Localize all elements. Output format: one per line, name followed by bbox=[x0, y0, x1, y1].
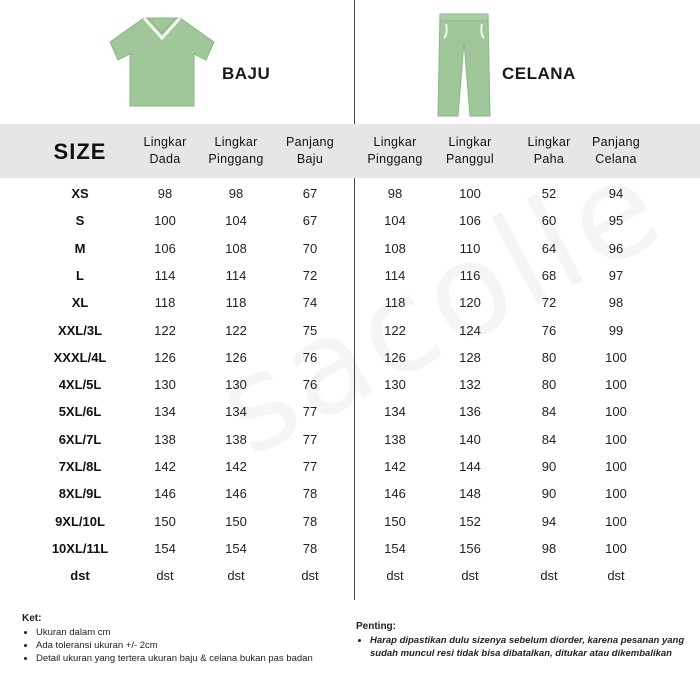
baju-cell: 78 bbox=[302, 513, 318, 529]
baju-column-header-line: Lingkar bbox=[214, 135, 258, 149]
celana-cell: 152 bbox=[459, 513, 481, 529]
baju-cell: 134 bbox=[154, 404, 176, 420]
baju-column-header bbox=[128, 124, 202, 178]
celana-column-header-line: Celana bbox=[595, 152, 637, 166]
celana-column-header-line: Pinggang bbox=[367, 152, 423, 166]
baju-cell: 114 bbox=[225, 267, 247, 283]
baju-cell: 104 bbox=[225, 213, 247, 229]
celana-cell: 154 bbox=[384, 540, 406, 556]
baju-cell: 138 bbox=[154, 431, 176, 447]
baju-cell: 150 bbox=[225, 513, 247, 529]
celana-column-header-line: Lingkar bbox=[527, 135, 571, 149]
celana-column-header bbox=[358, 124, 432, 178]
note-item: • Ada toleransi ukuran +/- 2cm bbox=[36, 639, 342, 652]
size-label: dst bbox=[70, 568, 90, 584]
size-label: XXXL/4L bbox=[53, 349, 107, 365]
celana-cell: 100 bbox=[605, 349, 627, 365]
celana-cell: 142 bbox=[384, 459, 406, 474]
pants-icon bbox=[436, 12, 492, 118]
baju-cell: dst bbox=[227, 568, 245, 584]
celana-cell: 90 bbox=[541, 486, 557, 502]
baju-column-header-line: Dada bbox=[149, 152, 181, 166]
size-label: 6XL/7L bbox=[58, 431, 102, 447]
celana-cell: 144 bbox=[459, 459, 481, 474]
baju-cell: 72 bbox=[302, 267, 318, 283]
celana-cell: dst bbox=[607, 568, 625, 584]
baju-cell: 122 bbox=[154, 322, 176, 338]
celana-cell: 80 bbox=[541, 377, 557, 393]
baju-cell: 118 bbox=[225, 295, 247, 311]
celana-cell: 110 bbox=[459, 240, 481, 256]
baju-column-header bbox=[199, 124, 273, 178]
celana-cell: 98 bbox=[541, 540, 557, 556]
celana-cell: 132 bbox=[459, 377, 481, 393]
size-label: 5XL/6L bbox=[58, 404, 102, 420]
baju-column-header-line: Lingkar bbox=[143, 135, 187, 149]
celana-cell: 100 bbox=[605, 377, 627, 393]
celana-cell: 138 bbox=[384, 431, 406, 447]
baju-cell: 75 bbox=[302, 322, 318, 338]
baju-cell: 154 bbox=[154, 540, 176, 556]
size-label: 8XL/9L bbox=[58, 486, 102, 502]
celana-cell: 72 bbox=[541, 295, 557, 311]
baju-cell: 142 bbox=[225, 459, 247, 474]
baju-cell: 126 bbox=[154, 349, 176, 365]
celana-cell: 136 bbox=[459, 404, 481, 420]
celana-cell: 76 bbox=[541, 322, 557, 338]
celana-column-header bbox=[512, 124, 586, 178]
celana-cell: 100 bbox=[605, 513, 627, 529]
celana-cell: 90 bbox=[541, 459, 557, 474]
celana-column-header-line: Paha bbox=[533, 152, 565, 166]
baju-cell: dst bbox=[156, 568, 174, 584]
baju-cell: 67 bbox=[302, 213, 318, 229]
celana-cell: 148 bbox=[459, 486, 481, 502]
celana-cell: 126 bbox=[384, 349, 406, 365]
baju-column-header-line: Pinggang bbox=[208, 152, 264, 166]
baju-cell: 67 bbox=[302, 186, 318, 201]
celana-cell: 60 bbox=[541, 213, 557, 229]
celana-column-header-line: Panjang bbox=[592, 135, 640, 149]
celana-cell: 106 bbox=[459, 213, 481, 229]
baju-cell: 106 bbox=[154, 240, 176, 256]
celana-cell: 97 bbox=[608, 267, 624, 283]
celana-cell: 130 bbox=[384, 377, 406, 393]
size-label: S bbox=[75, 213, 85, 229]
baju-cell: 126 bbox=[225, 349, 247, 365]
baju-cell: 77 bbox=[302, 459, 318, 474]
celana-cell: dst bbox=[461, 568, 479, 584]
baju-cell: 76 bbox=[302, 349, 318, 365]
baju-cell: 142 bbox=[154, 459, 176, 474]
baju-cell: 146 bbox=[154, 486, 176, 502]
note-item: • Ukuran dalam cm bbox=[36, 626, 342, 639]
baju-cell: 78 bbox=[302, 540, 318, 556]
celana-cell: 100 bbox=[605, 540, 627, 556]
size-label: 4XL/5L bbox=[58, 377, 102, 393]
celana-column-header bbox=[579, 124, 653, 178]
size-label: 7XL/8L bbox=[58, 459, 102, 474]
celana-cell: 140 bbox=[459, 431, 481, 447]
baju-cell: 118 bbox=[154, 295, 176, 311]
celana-cell: 100 bbox=[605, 404, 627, 420]
baju-title: BAJU bbox=[222, 64, 271, 83]
celana-cell: 156 bbox=[459, 540, 481, 556]
baju-cell: 98 bbox=[157, 186, 173, 201]
baju-cell: 77 bbox=[302, 404, 318, 420]
celana-cell: 116 bbox=[459, 267, 481, 283]
baju-cell: 108 bbox=[225, 240, 247, 256]
celana-cell: 100 bbox=[605, 431, 627, 447]
baju-cell: 98 bbox=[228, 186, 244, 201]
baju-cell: 150 bbox=[154, 513, 176, 529]
baju-cell: 77 bbox=[302, 431, 318, 447]
baju-cell: 74 bbox=[302, 295, 318, 311]
size-label: L bbox=[76, 267, 84, 283]
celana-cell: 98 bbox=[608, 295, 624, 311]
baju-cell: 134 bbox=[225, 404, 247, 420]
celana-cell: 68 bbox=[541, 267, 557, 283]
baju-cell: 76 bbox=[302, 377, 318, 393]
celana-cell: 118 bbox=[384, 295, 406, 311]
celana-cell: 94 bbox=[541, 513, 557, 529]
celana-cell: 64 bbox=[541, 240, 557, 256]
baju-cell: 154 bbox=[225, 540, 247, 556]
size-label: M bbox=[74, 240, 86, 256]
celana-column-header-line: Lingkar bbox=[448, 135, 492, 149]
celana-cell: 100 bbox=[605, 459, 627, 474]
celana-title: CELANA bbox=[502, 64, 576, 83]
celana-cell: 134 bbox=[384, 404, 406, 420]
column-divider bbox=[354, 0, 355, 600]
celana-cell: 52 bbox=[541, 186, 557, 201]
celana-cell: 84 bbox=[541, 431, 557, 447]
size-label: 9XL/10L bbox=[55, 513, 105, 529]
celana-cell: 84 bbox=[541, 404, 557, 420]
notes-right-title: Penting: bbox=[356, 621, 396, 632]
notes-left-title: Ket: bbox=[22, 613, 42, 624]
baju-cell: 130 bbox=[154, 377, 176, 393]
celana-cell: 150 bbox=[384, 513, 406, 529]
baju-cell: 78 bbox=[302, 486, 318, 502]
notes-right bbox=[356, 620, 686, 660]
celana-cell: 95 bbox=[608, 213, 624, 229]
celana-cell: 99 bbox=[608, 322, 624, 338]
celana-cell: 96 bbox=[608, 240, 624, 256]
celana-cell: 146 bbox=[384, 486, 406, 502]
celana-cell: 120 bbox=[459, 295, 481, 311]
celana-cell: dst bbox=[540, 568, 558, 584]
celana-cell: 108 bbox=[384, 240, 406, 256]
baju-cell: 122 bbox=[225, 322, 247, 338]
notes-left bbox=[22, 612, 342, 665]
celana-cell: 98 bbox=[387, 186, 403, 201]
baju-cell: 114 bbox=[154, 267, 176, 283]
baju-column-header bbox=[273, 124, 347, 178]
celana-cell: 80 bbox=[541, 349, 557, 365]
celana-column-header-line: Panggul bbox=[446, 152, 494, 166]
baju-cell: 138 bbox=[225, 431, 247, 447]
baju-column-header-line: Panjang bbox=[286, 135, 334, 149]
note-item: • Detail ukuran yang tertera ukuran baju & celana bukan pas badan bbox=[36, 652, 342, 665]
baju-column-header-line: Baju bbox=[296, 152, 324, 166]
celana-cell: 100 bbox=[459, 186, 481, 201]
celana-cell: dst bbox=[386, 568, 404, 584]
size-label: 10XL/11L bbox=[51, 540, 109, 556]
celana-cell: 104 bbox=[384, 213, 406, 229]
size-label: XL bbox=[71, 295, 89, 311]
celana-cell: 94 bbox=[608, 186, 624, 201]
baju-cell: 146 bbox=[225, 486, 247, 502]
celana-cell: 114 bbox=[384, 267, 406, 283]
baju-cell: 130 bbox=[225, 377, 247, 393]
important-note-item: • Harap dipastikan dulu sizenya sebelum diorder, karena pesanan yang sudah muncul resi tidak bisa dibatalkan, ditukar atau dikembalikan bbox=[370, 634, 686, 660]
celana-cell: 124 bbox=[459, 322, 481, 338]
size-column-header: SIZE bbox=[53, 138, 107, 164]
celana-column-header bbox=[433, 124, 507, 178]
baju-cell: 70 bbox=[302, 240, 318, 256]
shirt-icon bbox=[108, 16, 216, 108]
baju-cell: 100 bbox=[154, 213, 176, 229]
celana-cell: 122 bbox=[384, 322, 406, 338]
size-label: XXL/3L bbox=[57, 322, 103, 338]
celana-column-header-line: Lingkar bbox=[373, 135, 417, 149]
size-label: XS bbox=[71, 186, 89, 201]
celana-cell: 100 bbox=[605, 486, 627, 502]
baju-cell: dst bbox=[301, 568, 319, 584]
celana-cell: 128 bbox=[459, 349, 481, 365]
